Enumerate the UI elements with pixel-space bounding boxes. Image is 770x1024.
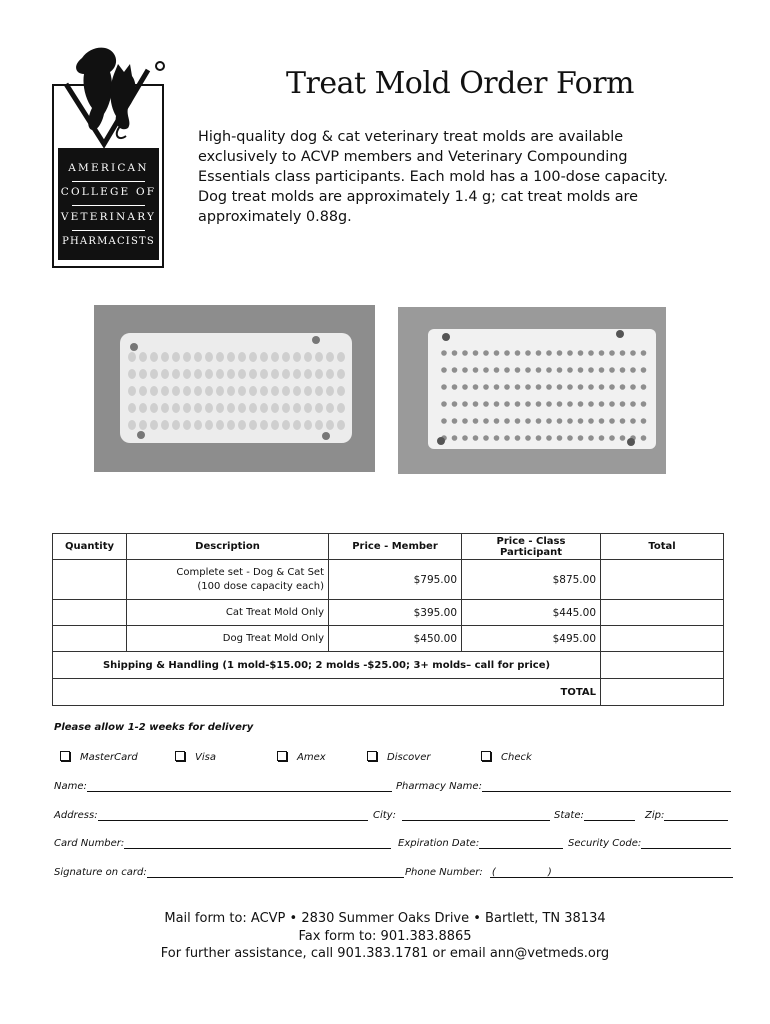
header-total: Total: [601, 534, 724, 560]
phone-number-input[interactable]: [490, 867, 733, 878]
footer-mail: Mail form to: ACVP • 2830 Summer Oaks Drive • Bartlett, TN 38134: [164, 911, 606, 926]
table-row: [53, 600, 724, 626]
security-code-label: Security Code:: [568, 838, 642, 849]
description-line: (100 dose capacity each): [197, 580, 324, 592]
price-member-cell: $795.00: [329, 560, 462, 600]
quantity-cell[interactable]: [53, 600, 127, 626]
city-label: City:: [373, 810, 396, 821]
description-cell: Cat Treat Mold Only: [127, 600, 329, 626]
footer-assist: For further assistance, call 901.383.1781 or email ann@vetmeds.org: [160, 946, 610, 961]
phone-number-label: Phone Number:: [405, 867, 483, 878]
signature-field-row: [54, 867, 404, 878]
logo-line-3: VETERINARY: [60, 211, 157, 223]
price-participant-cell: $445.00: [462, 600, 601, 626]
dog-cat-silhouette-icon: [52, 44, 168, 148]
payment-option-label: Check: [501, 752, 532, 763]
payment-option-discover[interactable]: [367, 751, 431, 763]
total-cell[interactable]: [601, 600, 724, 626]
description-cell: [127, 560, 329, 600]
name-label: Name:: [54, 781, 87, 792]
dog-mold-photo: [94, 305, 375, 472]
logo-line-1: AMERICAN: [68, 162, 149, 174]
signature-label: Signature on card:: [54, 867, 147, 878]
security-code-field-row: [568, 838, 731, 849]
total-cell[interactable]: [601, 560, 724, 600]
description-line: Complete set - Dog & Cat Set: [176, 566, 324, 578]
logo-rule: [72, 230, 145, 231]
checkbox-icon[interactable]: [60, 751, 70, 761]
intro-paragraph: High-quality dog & cat veterinary treat molds are available exclusively to ACVP members and Veterinary Compounding Essentials class participants. Each mold has a 100-dose capacity. Dog treat molds are approximately 1.4 g; cat treat molds are approximately 0.88g.: [198, 129, 668, 225]
header-quantity: Quantity: [53, 534, 127, 560]
price-member-cell: $450.00: [329, 626, 462, 652]
order-table: [52, 533, 724, 706]
city-field-row: [373, 810, 550, 821]
phone-open-paren: (: [491, 867, 496, 878]
card-number-input[interactable]: [124, 838, 391, 849]
name-input[interactable]: [87, 781, 392, 792]
expiration-field-row: [398, 838, 563, 849]
payment-option-label: Discover: [387, 752, 431, 763]
signature-input[interactable]: [147, 867, 404, 878]
shipping-row: [53, 652, 724, 679]
grand-total-cell[interactable]: [601, 679, 724, 706]
total-cell[interactable]: [601, 626, 724, 652]
delivery-note: Please allow 1-2 weeks for delivery: [54, 722, 254, 733]
price-member-cell: $395.00: [329, 600, 462, 626]
checkbox-icon[interactable]: [367, 751, 377, 761]
header-price-member: Price - Member: [329, 534, 462, 560]
name-field-row: [54, 781, 392, 792]
state-field-row: [554, 810, 635, 821]
payment-option-label: Amex: [297, 752, 326, 763]
total-label: TOTAL: [53, 679, 601, 706]
logo-rule: [72, 205, 145, 206]
zip-input[interactable]: [664, 810, 728, 821]
payment-option-check[interactable]: [481, 751, 532, 763]
footer-fax: Fax form to: 901.383.8865: [298, 929, 472, 944]
card-number-label: Card Number:: [54, 838, 125, 849]
payment-option-mastercard[interactable]: [60, 751, 138, 763]
pharmacy-field-row: [396, 781, 731, 792]
shipping-total-cell[interactable]: [601, 652, 724, 679]
payment-option-visa[interactable]: [175, 751, 216, 763]
zip-field-row: [645, 810, 728, 821]
checkbox-icon[interactable]: [481, 751, 491, 761]
page-title: Treat Mold Order Form: [286, 66, 634, 101]
state-label: State:: [554, 810, 584, 821]
expiration-date-label: Expiration Date:: [398, 838, 480, 849]
price-participant-cell: $495.00: [462, 626, 601, 652]
state-input[interactable]: [584, 810, 635, 821]
payment-option-amex[interactable]: [277, 751, 326, 763]
zip-label: Zip:: [645, 810, 665, 821]
total-row: [53, 679, 724, 706]
address-label: Address:: [54, 810, 98, 821]
quantity-cell[interactable]: [53, 626, 127, 652]
checkbox-icon[interactable]: [175, 751, 185, 761]
security-code-input[interactable]: [641, 838, 731, 849]
payment-option-label: Visa: [195, 752, 216, 763]
table-row: [53, 626, 724, 652]
shipping-label: Shipping & Handling (1 mold-$15.00; 2 molds -$25.00; 3+ molds– call for price): [53, 652, 601, 679]
logo-line-4: PHARMACISTS: [62, 236, 155, 247]
address-field-row: [54, 810, 368, 821]
table-header-row: [53, 534, 724, 560]
city-input[interactable]: [402, 810, 550, 821]
acvp-logo: [52, 44, 168, 270]
table-row: [53, 560, 724, 600]
description-cell: Dog Treat Mold Only: [127, 626, 329, 652]
pharmacy-name-input[interactable]: [482, 781, 731, 792]
checkbox-icon[interactable]: [277, 751, 287, 761]
header-price-participant: Price - Class Participant: [462, 534, 601, 560]
header-description: Description: [127, 534, 329, 560]
payment-option-label: MasterCard: [80, 752, 138, 763]
price-participant-cell: $875.00: [462, 560, 601, 600]
expiration-date-input[interactable]: [479, 838, 563, 849]
address-input[interactable]: [98, 810, 368, 821]
logo-line-2: COLLEGE OF: [60, 186, 157, 198]
quantity-cell[interactable]: [53, 560, 127, 600]
card-number-field-row: [54, 838, 391, 849]
logo-text-box: [58, 148, 159, 260]
logo-rule: [72, 181, 145, 182]
phone-close-paren: ): [547, 867, 552, 878]
phone-field-row: [405, 867, 733, 878]
cat-mold-photo: [398, 307, 666, 474]
pharmacy-name-label: Pharmacy Name:: [396, 781, 482, 792]
